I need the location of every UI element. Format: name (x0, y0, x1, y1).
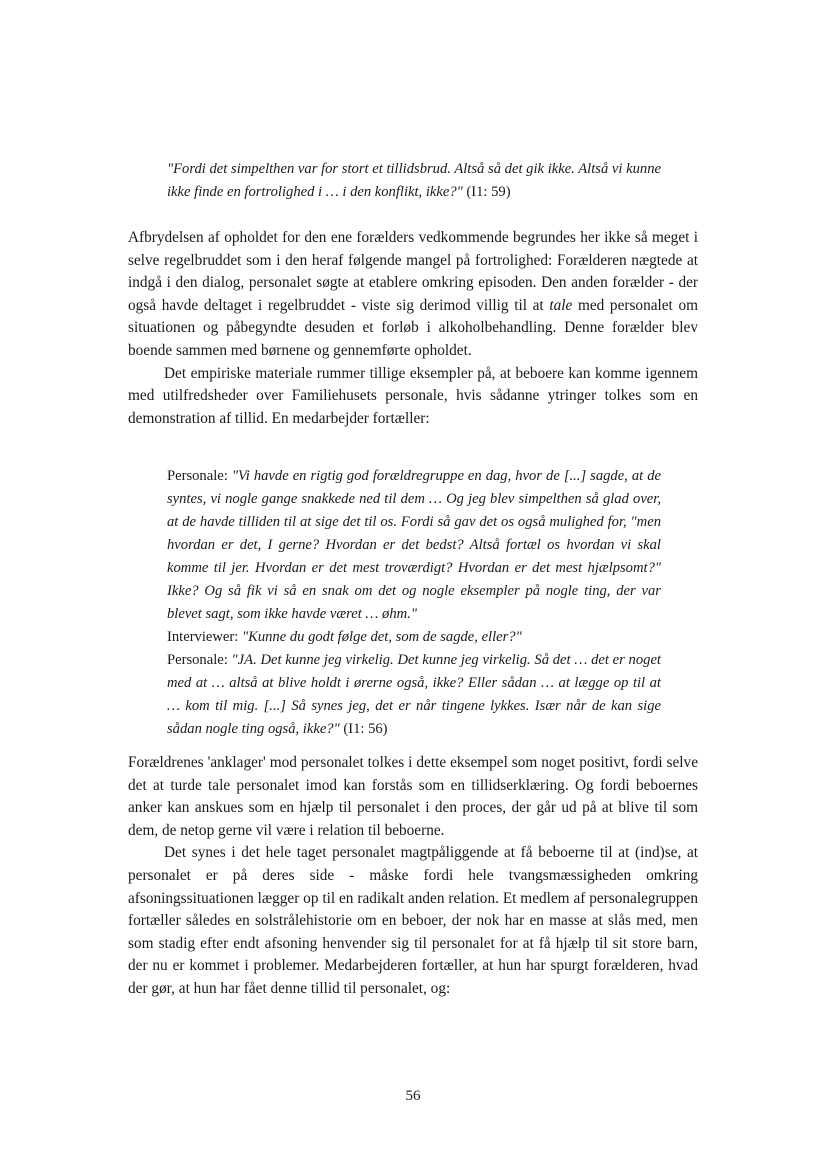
speaker-line-2: "Kunne du godt følge det, som de sagde, eller?" (241, 629, 522, 645)
quote-text: "Fordi det simpelthen var for stort et tillidsbrud. Altså så det gik ikke. Altså vi kunne ikke finde en fortrolighed i … i den konflikt, ikke?" (167, 161, 661, 200)
paragraph-3: Forældrenes 'anklager' mod personalet tolkes i dette eksempel som noget positivt, fordi selve det at turde tale personalet imod kan forstås som en tillidserklæring. Og fordi beboernes anker kan anskues som en hjælp til personalet i den proces, der går ud på at blive til som dem, de netop gerne vil være i relation til beboerne. (128, 754, 698, 839)
paragraph-1 (128, 227, 698, 363)
speaker-line-3: "JA. Det kunne jeg virkelig. Det kunne jeg virkelig. Så det … det er noget med at … altså at blive holdt i ørerne også, ikke? Eller sådan … at lægge op til at … kom til mig. [...] Så synes jeg, det er når tingene lykkes. Især når de kan sige sådan nogle ting også, ikke?" (167, 652, 661, 737)
body-section-2 (128, 752, 698, 1001)
speaker-label-3: Personale: (167, 652, 232, 668)
paragraph-2: Det empiriske materiale rummer tillige eksempler på, at beboere kan komme igennem med utilfredsheder over Familiehusets personale, hvis sådanne ytringer tolkes som en demonstration af tillid. En medarbejder fortæller: (128, 364, 698, 427)
block-quote-1 (167, 158, 661, 204)
page-number: 56 (405, 1088, 421, 1104)
emphasis-tale: tale (549, 296, 573, 314)
paragraph-4: Det synes i det hele taget personalet magtpåliggende at få beboerne til at (ind)se, at personalet er på deres side - måske fordi hele tvangsmæssigheden omkring afsoningssituationen lægger op til en radikalt anden relation. Et medlem af personalegruppen fortæller således en solstrålehistorie om en beboer, der nok har en masse at slås med, men som stadig efter endt afsoning henvender sig til personalet for at få hjælp til sit store barn, der nu er kommet i problemer. Medarbejderen fortæller, at hun har spurgt forælderen, hvad der gør, at hun har fået denne tillid til personalet, og: (128, 844, 698, 997)
block-quote-2 (167, 465, 661, 741)
speaker-label-1: Personale: (167, 468, 232, 484)
quote-reference: (I1: 59) (462, 184, 511, 200)
speaker-label-2: Interviewer: (167, 629, 242, 645)
paragraph-1-rest: med personalet om situationen og påbegyndte desuden et forløb i alkoholbehandling. Denne forælder blev boende sammen med børnene og gennemførte opholdet. (128, 296, 698, 359)
interviewer-line (167, 626, 661, 649)
quote-reference-2: (I1: 56) (339, 721, 388, 737)
speaker-line-1: "Vi havde en rigtig god forældregruppe en dag, hvor de [...] sagde, at de syntes, vi nogle gange snakkede ned til dem … Og jeg blev simpelthen så glad over, at de havde tilliden til at sige det til os. Fordi så gav det os også mulighed for, "men hvordan er det, I gerne? Hvordan er det bedst? Altså fortæl os hvordan vi skal komme til jer. Hvordan er det mest troværdigt? Hvordan er det mest hjælpsomt?" Ikke? Og så fik vi så en snak om det og nogle eksempler på nogle ting, der var blevet sagt, som ikke havde været … øhm." (167, 468, 661, 622)
paragraph-1-text: Afbrydelsen af opholdet for den ene forælders vedkommende begrundes her ikke så meget i selve regelbruddet som i den heraf følgende mangel på fortrolighed: Forælderen nægtede at indgå i den dialog, personalet søgte at etablere omkring episoden. Den anden forælder - der også havde deltaget i regelbruddet - viste sig derimod villig til at (128, 229, 698, 314)
body-section-1 (128, 227, 698, 430)
personale-line-2 (167, 649, 661, 741)
